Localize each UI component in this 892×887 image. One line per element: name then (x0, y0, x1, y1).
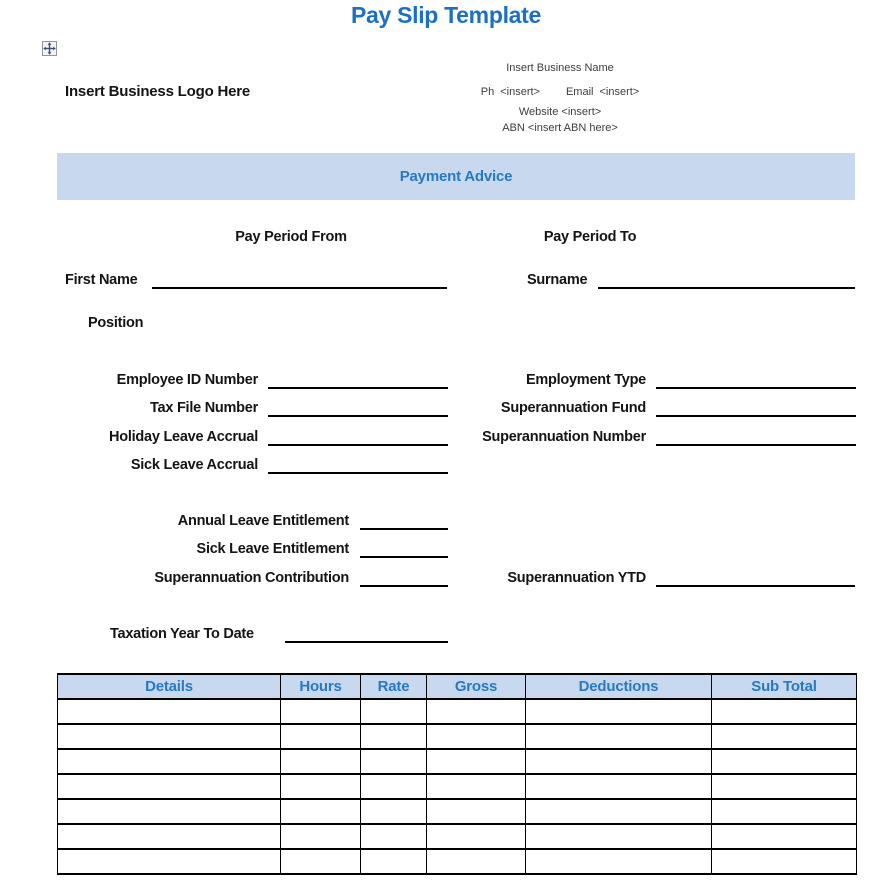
table-cell[interactable] (427, 749, 526, 774)
table-cell[interactable] (361, 849, 427, 874)
business-logo-placeholder[interactable]: Insert Business Logo Here (65, 83, 251, 100)
position-label: Position (88, 315, 144, 331)
sick-leave-accrual-input[interactable] (268, 457, 448, 474)
business-contact-row (440, 86, 680, 98)
abn-value[interactable]: <insert ABN here> (527, 122, 618, 134)
abn-label: ABN (502, 122, 525, 134)
business-website[interactable] (440, 106, 680, 118)
table-cell[interactable] (361, 749, 427, 774)
table-row (58, 774, 857, 799)
superannuation-fund-input[interactable] (656, 400, 856, 417)
sick-leave-entitlement-label: Sick Leave Entitlement (196, 541, 349, 557)
business-name[interactable]: Insert Business Name (506, 62, 614, 74)
table-cell[interactable] (281, 749, 361, 774)
first-name-label: First Name (65, 272, 138, 288)
table-cell[interactable] (361, 774, 427, 799)
table-cell[interactable] (58, 699, 281, 724)
table-cell[interactable] (526, 724, 712, 749)
payment-advice-title: Payment Advice (399, 168, 513, 185)
table-row (58, 824, 857, 849)
superannuation-fund-label: Superannuation Fund (500, 400, 646, 416)
column-header-rate: Rate (361, 674, 427, 699)
table-cell[interactable] (712, 799, 857, 824)
column-header-hours: Hours (281, 674, 361, 699)
table-cell[interactable] (281, 774, 361, 799)
table-move-handle-icon[interactable] (42, 41, 57, 56)
business-abn[interactable] (440, 122, 680, 134)
table-cell[interactable] (526, 699, 712, 724)
website-value[interactable]: <insert> (561, 106, 602, 118)
employee-id-label: Employee ID Number (116, 372, 258, 388)
employment-type-label: Employment Type (525, 372, 646, 388)
table-cell[interactable] (361, 699, 427, 724)
holiday-leave-accrual-label: Holiday Leave Accrual (109, 429, 258, 445)
annual-leave-entitlement-label: Annual Leave Entitlement (177, 513, 349, 529)
table-cell[interactable] (526, 799, 712, 824)
table-cell[interactable] (58, 799, 281, 824)
pay-period-to-label: Pay Period To (543, 229, 637, 245)
table-cell[interactable] (281, 799, 361, 824)
table-cell[interactable] (361, 824, 427, 849)
page-title: Pay Slip Template (350, 2, 542, 28)
column-header-deductions: Deductions (526, 674, 712, 699)
employment-type-input[interactable] (656, 372, 856, 389)
table-cell[interactable] (526, 749, 712, 774)
table-cell[interactable] (427, 849, 526, 874)
table-cell[interactable] (526, 849, 712, 874)
column-header-gross: Gross (427, 674, 526, 699)
table-cell[interactable] (712, 724, 857, 749)
email-value[interactable]: <insert> (599, 86, 640, 98)
superannuation-ytd-label: Superannuation YTD (507, 570, 646, 586)
table-cell[interactable] (281, 824, 361, 849)
table-cell[interactable] (427, 799, 526, 824)
taxation-ytd-input[interactable] (285, 626, 448, 643)
table-cell[interactable] (712, 699, 857, 724)
table-row (58, 724, 857, 749)
table-row (58, 749, 857, 774)
business-phone[interactable] (481, 86, 540, 98)
table-cell[interactable] (58, 774, 281, 799)
table-cell[interactable] (712, 749, 857, 774)
pay-period-from-label: Pay Period From (235, 229, 347, 245)
business-email[interactable] (566, 86, 639, 98)
table-cell[interactable] (427, 824, 526, 849)
annual-leave-entitlement-input[interactable] (360, 513, 448, 530)
sick-leave-accrual-label: Sick Leave Accrual (130, 457, 258, 473)
superannuation-contribution-label: Superannuation Contribution (154, 570, 349, 586)
table-row (58, 849, 857, 874)
table-cell[interactable] (58, 849, 281, 874)
table-cell[interactable] (58, 724, 281, 749)
pay-details-table (57, 673, 857, 875)
phone-label: Ph (480, 86, 495, 98)
table-cell[interactable] (58, 749, 281, 774)
surname-label: Surname (527, 272, 588, 288)
table-cell[interactable] (361, 799, 427, 824)
table-body (58, 699, 857, 874)
table-cell[interactable] (712, 774, 857, 799)
table-cell[interactable] (427, 774, 526, 799)
table-cell[interactable] (281, 724, 361, 749)
phone-value[interactable]: <insert> (500, 86, 540, 98)
table-cell[interactable] (712, 849, 857, 874)
superannuation-number-label: Superannuation Number (482, 429, 646, 445)
sick-leave-entitlement-input[interactable] (360, 541, 448, 558)
table-row (58, 799, 857, 824)
table-cell[interactable] (526, 774, 712, 799)
table-cell[interactable] (361, 724, 427, 749)
taxation-ytd-label: Taxation Year To Date (110, 626, 254, 642)
superannuation-number-input[interactable] (656, 429, 856, 446)
table-cell[interactable] (427, 724, 526, 749)
table-cell[interactable] (712, 824, 857, 849)
tax-file-number-label: Tax File Number (150, 400, 258, 416)
email-label: Email (565, 86, 594, 98)
table-cell[interactable] (281, 699, 361, 724)
column-header-details: Details (58, 674, 281, 699)
website-label: Website (518, 106, 559, 118)
table-cell[interactable] (58, 824, 281, 849)
superannuation-ytd-input[interactable] (656, 570, 855, 587)
table-header-row (58, 674, 857, 699)
table-cell[interactable] (526, 824, 712, 849)
table-row (58, 699, 857, 724)
payment-advice-banner (57, 153, 855, 200)
column-header-sub-total: Sub Total (712, 674, 857, 699)
surname-input[interactable] (598, 272, 855, 289)
table-cell[interactable] (281, 849, 361, 874)
table-cell[interactable] (427, 699, 526, 724)
first-name-input[interactable] (152, 272, 447, 289)
